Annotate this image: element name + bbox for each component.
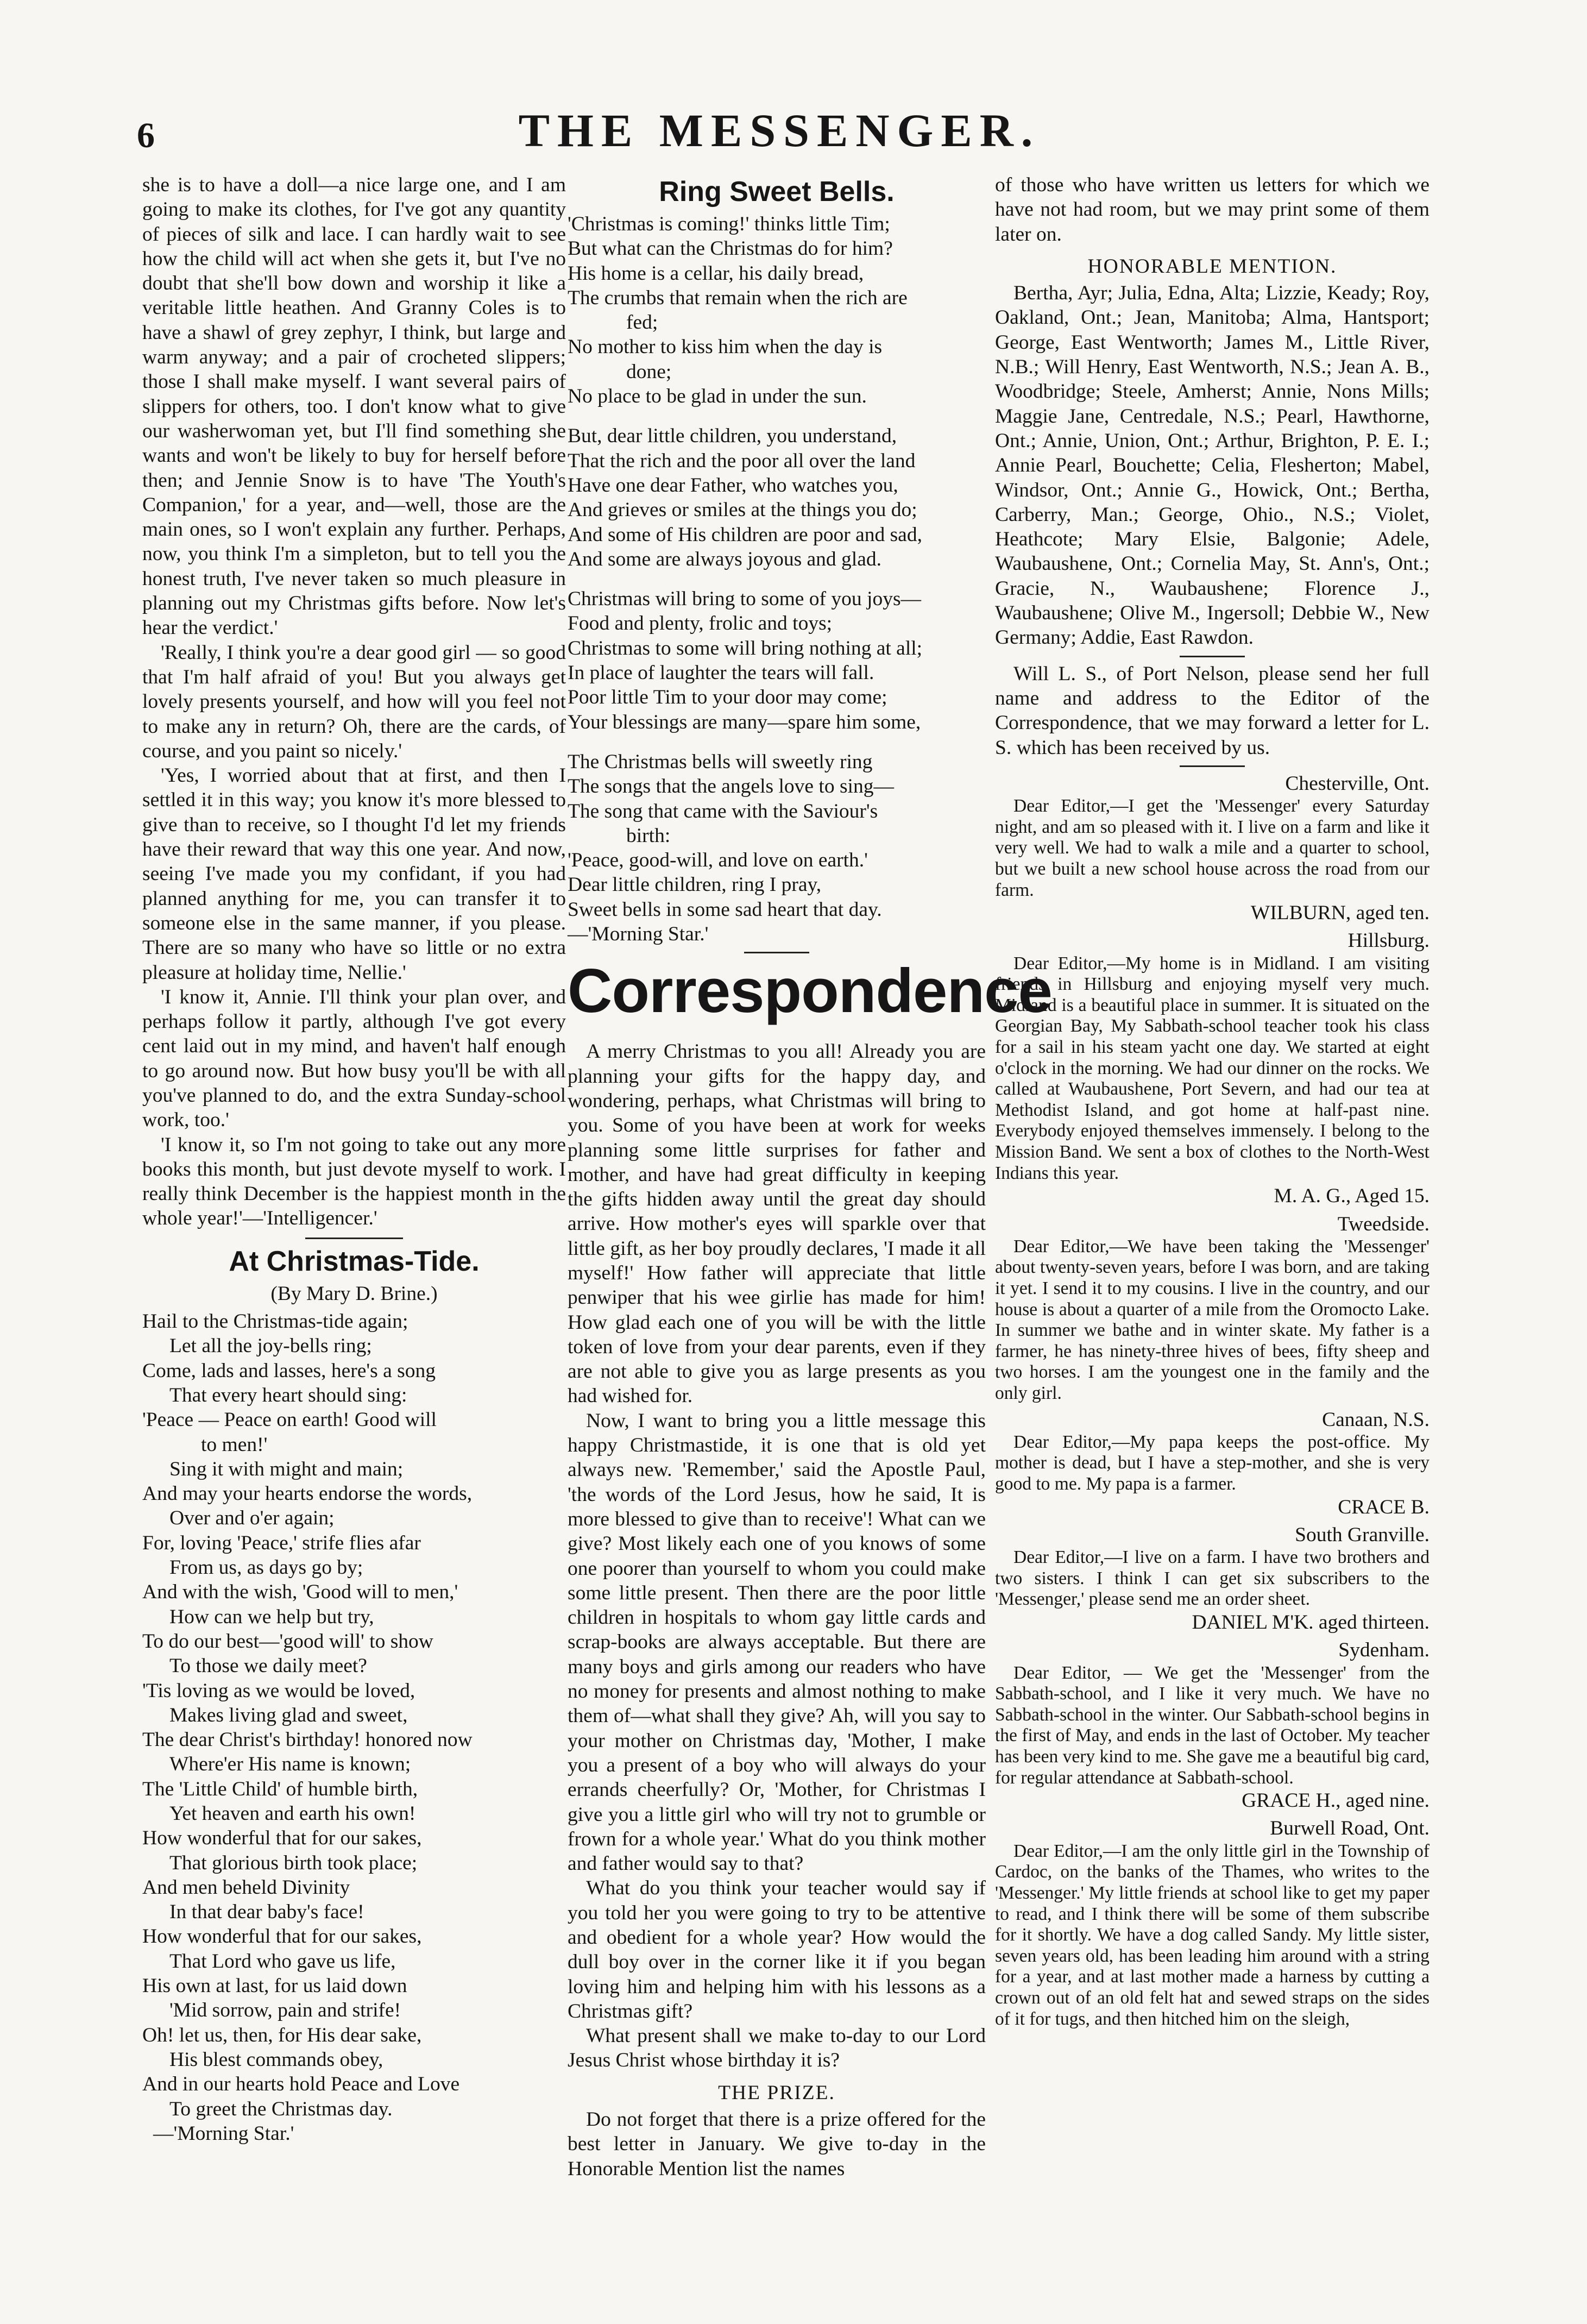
poem-line: How wonderful that for our sakes, (142, 1827, 422, 1850)
correspondence-intro-paragraph: What do you think your teacher would say if you told her you were going to try to be attentive and obedient for a whole year? How would the dull boy over in the corner like it if you began loving him and helping him with his lessons as a Christmas gift? (568, 1877, 986, 2022)
poem-line: fed; (626, 311, 658, 334)
poem-line: The songs that the angels love to sing— (568, 775, 894, 798)
honorable-mention-heading: HONORABLE MENTION. (1087, 255, 1337, 278)
poem-line: Makes living glad and sweet, (169, 1704, 408, 1726)
poem-line: Let all the joy-bells ring; (169, 1335, 372, 1358)
stanza-gap (568, 571, 986, 587)
divider (744, 952, 809, 953)
letter-place: Burwell Road, Ont. (1270, 1817, 1429, 1840)
letter-place: Sydenham. (1338, 1639, 1429, 1662)
masthead: THE MESSENGER. (518, 104, 1041, 156)
poem-line: The dear Christ's birthday! honored now (142, 1729, 473, 1751)
poem-line: That glorious birth took place; (169, 1851, 418, 1874)
poem-line: Where'er His name is known; (169, 1753, 411, 1776)
column-3 (995, 173, 1429, 2313)
letter-place: Canaan, N.S. (1322, 1408, 1429, 1431)
poem-line: Food and plenty, frolic and toys; (568, 612, 833, 635)
poem-ring-sweet-bells (568, 212, 986, 946)
poem-line: Sing it with might and main; (169, 1458, 404, 1480)
poem-line: His blest commands obey, (169, 2048, 383, 2071)
poem-line: Oh! let us, then, for His dear sake, (142, 2024, 422, 2046)
stanza-gap (568, 409, 986, 424)
poem-title-ring-sweet-bells: Ring Sweet Bells. (659, 176, 895, 208)
poem-line: And with the wish, 'Good will to men,' (142, 1581, 458, 1604)
poem-line: And grieves or smiles at the things you do; (568, 499, 917, 522)
letter-body: Dear Editor,—I am the only little girl in the Township of Cardoc, on the banks of the Thames, who writes to the 'Messenger.' My little friends at school like to get my paper to read, and I think there will be some of them subscribe for it shortly. We have a dog called Sandy. My little sister, seven years old, has been leading him around with a string for a year, and at last mother made a harness by cutting a crown out of an old felt hat and sewed straps on the sides of it for tugs, and then hitched him on the sleigh, (995, 1841, 1429, 2029)
poem-line: And may your hearts endorse the words, (142, 1483, 473, 1505)
poem-line: done; (626, 360, 672, 383)
letter-place: Chesterville, Ont. (1285, 772, 1429, 795)
poem-line: And some are always joyous and glad. (568, 548, 881, 570)
poem-line: 'Tis loving as we would be loved, (142, 1679, 415, 1702)
poem-line: No mother to kiss him when the day is (568, 336, 883, 359)
poem-line: Come, lads and lasses, here's a song (142, 1359, 436, 1382)
letter-signature: M. A. G., Aged 15. (1274, 1185, 1429, 1208)
poem-line: But, dear little children, you understand, (568, 425, 897, 448)
poem-line: Your blessings are many—spare him some, (568, 711, 921, 733)
poem-line: For, loving 'Peace,' strife flies afar (142, 1531, 421, 1554)
story-paragraph: 'Yes, I worried about that at first, and then I settled it in this way; you know it's more blessed to give than to receive, so I thought I'd let my friends have their reward that way this one year. And now, seeing I've made you my confidant, if you had planned anything for me, you can transfer it to someone else in the same manner, if you please. There are so many who have so little or no extra pleasure at holiday time, Nellie.' (142, 764, 566, 984)
correspondence-intro-paragraph: Now, I want to bring you a little message this happy Christmastide, it is one that is old yet always new. 'Remember,' said the Apostle Paul, 'the words of the Lord Jesus, how he said, It is more blessed to give than to receive'! What can we give? Most likely each one of you knows of some one poorer than yourself to whom you could make some little present. Then there are the poor little children in hospitals to whom gay little cards and scrap-books are always acceptable. But there are many boys and girls among our readers who have no money for presents and almost nothing to make them of—what shall they give? Ah, will you say to your mother on Christmas day, 'Mother, I make you a present of a boy who will always do your errands cheerfully? Or, 'Mother, for Christmas I give you a little girl who will try not to grumble or frown for a whole year.' What do you think mother and father would say to that? (568, 1409, 986, 1875)
poem-line: Have one dear Father, who watches you, (568, 474, 898, 497)
letter-place: Hillsburg. (1347, 929, 1429, 952)
poem-line: That Lord who gave us life, (169, 1950, 396, 1973)
letter-signature: CRACE B. (1338, 1496, 1429, 1518)
poem-line: How can we help but try, (169, 1605, 374, 1628)
poem-title-at-christmas-tide: At Christmas-Tide. (229, 1245, 480, 1277)
divider (1180, 656, 1245, 657)
letter-body: Dear Editor,—My papa keeps the post-office. My mother is dead, but I have a step-mother, and she is very good to me. My papa is a farmer. (995, 1431, 1429, 1494)
poem-line: The crumbs that remain when the rich are (568, 286, 908, 309)
poem-line: But what can the Christmas do for him? (568, 237, 893, 260)
poem-credit: —'Morning Star.' (568, 923, 709, 946)
story-paragraph: 'I know it, Annie. I'll think your plan over, and perhaps follow it partly, although I've got every cent laid out in my mind, and haven't half enough to go around now. But how busy you'll be with all you've planned to do, and the extra Sunday-school work, too.' (142, 985, 566, 1132)
correspondence-intro-paragraph: What present shall we make to-day to our Lord Jesus Christ whose birthday it is? (568, 2025, 986, 2072)
letter-canaan (995, 1408, 1429, 1519)
poem-line: His own at last, for us laid down (142, 1975, 407, 1998)
poem-line: In that dear baby's face! (169, 1901, 364, 1924)
story-paragraph: 'Really, I think you're a dear good girl — so good that I'm half afraid of you! But you always get lovely presents yourself, and how will you feel not to make any in return? Oh, there are the cards, of course, and you paint so nicely.' (142, 641, 566, 762)
poem-line: And men beheld Divinity (142, 1876, 350, 1899)
letter-place: Tweedside. (1337, 1213, 1429, 1235)
poem-credit: —'Morning Star.' (153, 2122, 294, 2145)
letter-tweedside (995, 1212, 1429, 1404)
story-paragraph: she is to have a doll—a nice large one, and I am going to make its clothes, for I've got any quantity of pieces of silk and lace. I can hardly wait to see how the child will act when she gets it, but I've no doubt that she'll bow down and worship it like a veritable little heathen. And Granny Coles is to have a shawl of grey zephyr, I think, but large and warm anyway; and a pair of crocheted slippers; those I shall make myself. I want several pairs of slippers for others, too. I don't know what to give our washerwoman yet, but I'll find something she wants and won't be likely to buy for herself before then; and Jennie Snow is to have 'The Youth's Companion,' for a year, and—well, those are the main ones, so I won't explain any further. Perhaps, now, you think I'm a simpleton, but to tell you the honest truth, I've never taken so much pleasure in planning out my Christmas gifts before. Now let's hear the verdict.' (142, 174, 566, 639)
poem-line: From us, as days go by; (169, 1556, 363, 1579)
story-paragraph: 'I know it, so I'm not going to take out any more books this month, but just devote myself to work. I really think December is the happiest month in the whole year!'—'Intelligencer.' (142, 1133, 566, 1230)
letter-south-granville (995, 1523, 1429, 1635)
poem-line: No place to be glad in under the sun. (568, 385, 867, 408)
letter-signature: DANIEL M'K. aged thirteen. (1192, 1611, 1429, 1634)
letter-hillsburg (995, 928, 1429, 1208)
poem-line: In place of laughter the tears will fall. (568, 662, 874, 684)
letter-body: Dear Editor,—We have been taking the 'Messenger' about twenty-seven years, before I was born, and are taking it yet. I send it to my cousins. I live in the country, and our house is about a quarter of a mile from the Oromocto Lake. In summer we bathe and in winter skate. My father is a farmer, he has ninety-three hives of bees, fifty sheep and two horses. I am the youngest one in the family and the only girl. (995, 1236, 1429, 1403)
poem-line: His home is a cellar, his daily bread, (568, 262, 864, 285)
poem-line: Dear little children, ring I pray, (568, 874, 822, 896)
poem-line: To do our best—'good will' to show (142, 1630, 433, 1653)
poem-line: To greet the Christmas day. (169, 2097, 393, 2120)
poem-line: Poor little Tim to your door may come; (568, 686, 887, 709)
poem-line: 'Peace, good-will, and love on earth.' (568, 849, 868, 872)
poem-line: That the rich and the poor all over the land (568, 449, 916, 472)
letter-body: Dear Editor,—My home is in Midland. I am visiting friends in Hillsburg and enjoying myself very much. Midland is a beautiful place in summer. It is situated on the Georgian Bay, My Sabbath-school teacher took his class for a sail in his steam yacht one day. We started at eight o'clock in the morning. We had our dinner on the rocks. We called at Waubaushene, Port Severn, and had our tea at Methodist Island, and got home at half-past nine. Everybody enjoyed themselves immensely. I belong to the Mission Band. We sent a box of clothes to the North-West Indians this year. (995, 953, 1429, 1183)
poem-line: Sweet bells in some sad heart that day. (568, 898, 882, 921)
letter-signature: WILBURN, aged ten. (1250, 902, 1429, 925)
poem-line: The 'Little Child' of humble birth, (142, 1777, 418, 1800)
poem-line: 'Christmas is coming!' thinks little Tim; (568, 213, 890, 235)
poem-line: Yet heaven and earth his own! (169, 1802, 416, 1825)
poem-line: To those we daily meet? (169, 1655, 367, 1678)
poem-line: Christmas will bring to some of you joys— (568, 588, 922, 611)
letter-burwell-road (995, 1816, 1429, 2030)
poem-line: And some of His children are poor and sad, (568, 523, 922, 546)
poem-line: The song that came with the Saviour's (568, 800, 878, 822)
correspondence-intro-paragraph: A merry Christmas to you all! Already you are planning your gifts for the happy day, and wondering, perhaps, what Christmas will bring to you. Some of you have been at work for weeks planning some little surprises for father and mother, and have had great difficulty in keeping the gifts hidden away until the great day should arrive. How mother's eyes will sparkle over that little gift, as her boy proudly declares, 'I made it all myself!' How father will appreciate that little penwiper that his wee girlie has made for him! How glad each one of you will be with the little token of love from your dear parents, even if they are not able to give you as large presents as you had wished for. (568, 1040, 986, 1408)
correspondence-title: Correspondence (568, 957, 1052, 1026)
stanza-gap (568, 734, 986, 750)
column-1 (142, 173, 566, 2313)
letter-sydenham (995, 1638, 1429, 1813)
poem-line: That every heart should sing: (169, 1384, 407, 1406)
prize-paragraph: Do not forget that there is a prize offered for the best letter in January. We give to-day in the Honorable Mention list the names (568, 2108, 986, 2180)
letter-place: South Granville. (1295, 1523, 1429, 1546)
poem-line: How wonderful that for our sakes, (142, 1925, 422, 1948)
page-number: 6 (137, 116, 155, 155)
divider (305, 1238, 403, 1239)
poem-line: Hail to the Christmas-tide again; (142, 1310, 408, 1333)
letter-body: Dear Editor, — We get the 'Messenger' from the Sabbath-school, and I like it very much. We have no Sabbath-school in the winter. Our Sabbath-school begins in the first of May, and ends in the last of October. My teacher has been very kind to me. She gave me a beautiful big card, for regular attendance at Sabbath-school. (995, 1662, 1430, 1788)
prize-heading: THE PRIZE. (718, 2081, 835, 2104)
poem-line: 'Peace — Peace on earth! Good will (142, 1409, 437, 1431)
poem-line: And in our hearts hold Peace and Love (142, 2073, 460, 2096)
poem-line: 'Mid sorrow, pain and strife! (169, 1999, 401, 2022)
poem-byline: (By Mary D. Brine.) (270, 1282, 438, 1305)
letter-body: Dear Editor,—I live on a farm. I have two brothers and two sisters. I think I can get six subscribers to the 'Messenger,' please send me an order sheet. (995, 1547, 1429, 1610)
column-2 (568, 173, 1052, 2313)
notice-paragraph: Will L. S., of Port Nelson, please send her full name and address to the Editor of the Correspondence, that we may forward a letter for L. S. which has been received by us. (995, 662, 1429, 759)
poem-line: Over and o'er again; (169, 1507, 335, 1530)
poem-line: Christmas to some will bring nothing at all; (568, 637, 923, 659)
poem-line: The Christmas bells will sweetly ring (568, 750, 873, 773)
divider (1180, 765, 1245, 767)
letter-signature: GRACE H., aged nine. (1242, 1789, 1429, 1812)
honorable-mention-list: Bertha, Ayr; Julia, Edna, Alta; Lizzie, Keady; Roy, Oakland, Ont.; Jean, Manitoba; Alma, Hantsport; George, East Wentworth; James M., Little River, N.B.; Will Henry, East Wentworth, N.S.; Jean A. B., Woodbridge; Steele, Amherst; Annie, Nons Mills; Maggie Jane, Centredale, N.S.; Pearl, Hawthorne, Ont.; Annie, Union, Ont.; Arthur, Brighton, P. E. I.; Annie Pearl, Bouchette; Celia, Flesherton; Mabel, Windsor, Ont.; Annie G., Howick, Ont.; Bertha, Carberry, Man.; George, Ohio., N.S.; Violet, Heathcote; Mary Elsie, Balgonie; Adele, Waubaushene, Ont.; Cornelia May, St. Ann's, Ont.; Gracie, N., Waubaushene; Florence J., Waubaushene; Olive M., Ingersoll; Debbie W., New Germany; Addie, East Rawdon. (995, 282, 1429, 649)
prize-paragraph-continued: of those who have written us letters for which we have not had room, but we may print some of them later on. (995, 174, 1429, 246)
letter-body: Dear Editor,—I get the 'Messenger' every Saturday night, and am so pleased with it. I live on a farm and like it very well. We had to walk a mile and a quarter to school, but we built a new school house across the road from our farm. (995, 796, 1429, 900)
poem-line: to men!' (201, 1433, 268, 1456)
letter-chesterville (995, 771, 1429, 926)
poem-line: birth: (626, 824, 671, 847)
poem-at-christmas-tide (142, 1309, 566, 2146)
